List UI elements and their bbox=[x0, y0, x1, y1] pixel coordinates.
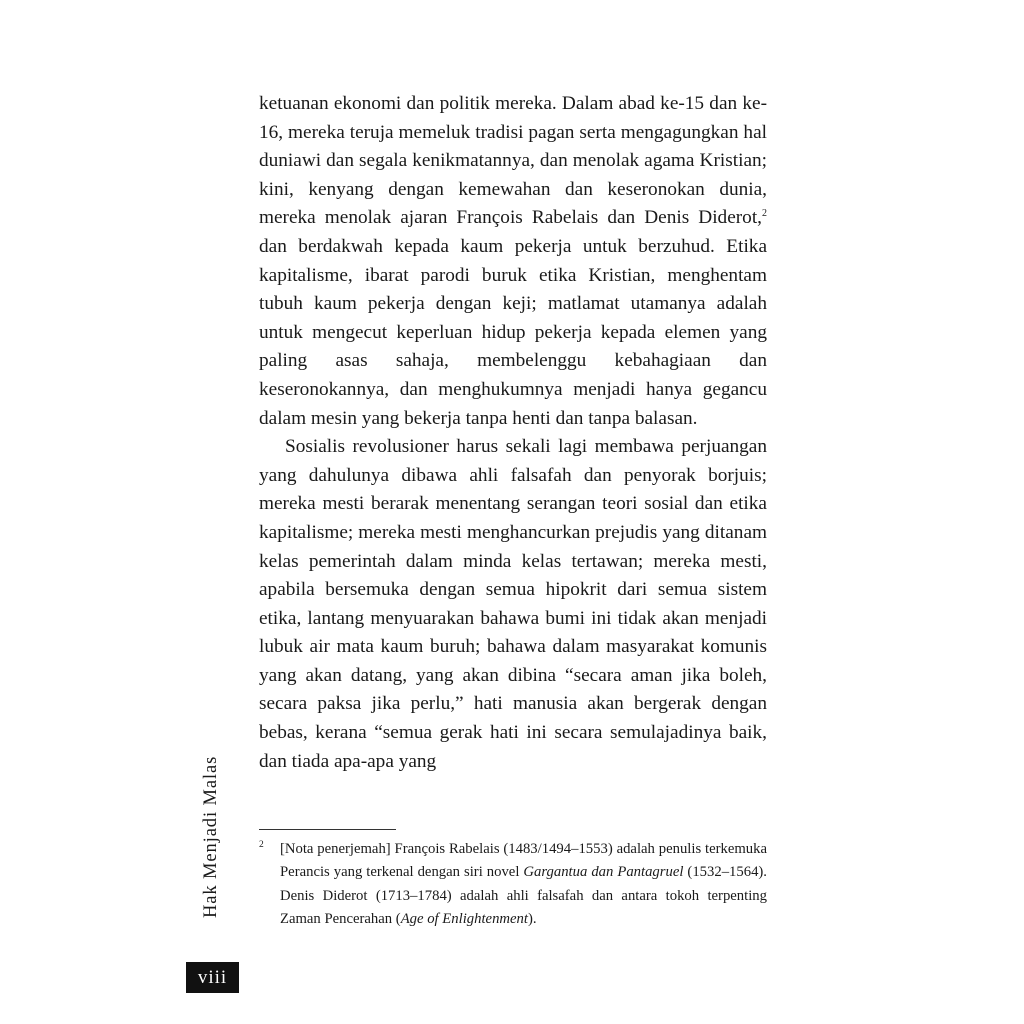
footnote-text bbox=[280, 838, 767, 932]
paragraph-1 bbox=[259, 90, 767, 433]
paragraph-1-part-b: dan berdakwah kepada kaum pekerja untuk berzuhud. Etika kapitalisme, ibarat parodi buruk etika Kristian, menghentam tubuh kaum pekerja dengan keji; matlamat utamanya adalah untuk mengecut keperluan hidup pekerja kepada elemen yang paling asas sahaja, membelenggu kebahagiaan dan keseronokannya, dan menghukumnya menjadi hanya gegancu dalam mesin yang bekerja tanpa henti dan tanpa balasan. bbox=[259, 235, 767, 429]
footnote-text-part-a: [Nota penerjemah] François Rabelais (1483/1494–1553) adalah penulis terkemuka Perancis yang terkenal dengan siri novel bbox=[280, 841, 767, 881]
footnote-text-part-b: (1532–1564). Denis Diderot (1713–1784) adalah ahli falsafah dan antara tokoh terpenting Zaman Pencerahan ( bbox=[280, 864, 767, 928]
paragraph-2: Sosialis revolusioner harus sekali lagi membawa perjuangan yang dahulunya dibawa ahli falsafah dan penyorak borjuis; mereka mesti berarak menentang serangan teori sosial dan etika kapitalisme; mereka mesti menghancurkan prejudis yang ditanam kelas pemerintah dalam minda kelas tertawan; mereka mesti, apabila bersemuka dengan semua hipokrit dari semua sistem etika, lantang menyuarakan bahawa bumi ini tidak akan menjadi lubuk air mata kaum buruh; bahawa dalam masyarakat komunis yang akan datang, yang akan dibina “secara aman jika boleh, secara paksa jika perlu,” hati manusia akan bergerak dengan bebas, kerana “semua gerak hati ini secara semulajadinya baik, dan tiada apa-apa yang bbox=[259, 436, 767, 772]
footnote-novel-title: Gargantua dan Pantagruel bbox=[523, 864, 684, 881]
footnote-number: 2 bbox=[259, 840, 264, 850]
footnote-divider bbox=[259, 829, 396, 830]
running-title: Hak Menjadi Malas bbox=[201, 755, 221, 918]
page-number: viii bbox=[186, 962, 239, 993]
footnote bbox=[259, 838, 767, 932]
footnote-reference[interactable]: 2 bbox=[762, 208, 767, 220]
paragraph-1-part-a: ketuanan ekonomi dan politik mereka. Dalam abad ke-15 dan ke-16, mereka teruja memeluk tradisi pagan serta mengagungkan hal duniawi dan segala kenikmatannya, dan menolak agama Kristian; kini, kenyang dengan kemewahan dan keseronokan dunia, mereka menolak ajaran François Rabelais dan Denis Diderot, bbox=[259, 93, 767, 229]
main-text bbox=[259, 90, 767, 776]
footnote-era-title: Age of Enlightenment bbox=[400, 911, 528, 928]
footnote-text-part-c: ). bbox=[527, 911, 537, 928]
